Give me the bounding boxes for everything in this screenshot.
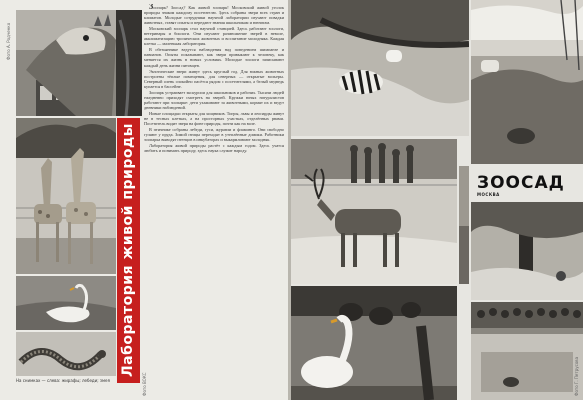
page-title: ЗООСАД <box>477 173 565 193</box>
tree-enclosure-photo <box>471 202 583 300</box>
article-paragraph: Экзотические звери живут здесь круглый год. Для южных животных построены тёплые помещения, для северных — открытые вольеры. Северный олень спокойно пасётся рядом с посетителями, а белый медведь купается в бассейне. <box>144 68 284 89</box>
zebra-enclosure-photo <box>291 0 469 136</box>
strip-photo <box>459 166 469 284</box>
photo-credit-band: Фото ВОКС <box>142 372 147 396</box>
article-text <box>144 4 284 376</box>
article-paragraph: Московский зоопарк стал научной станцией. Здесь работают зоологи, ветеринары и биологи. Они изучают размножение зверей в неволе, акклиматизацию тропических животных и воспитание молодняка. Каждая клетка — маленькая лаборатория. <box>144 26 284 47</box>
photo-credit-top: Фото А. Родченко <box>6 22 11 60</box>
giraffe-head-photo <box>16 10 142 116</box>
article-paragraph: Лаборатория живой природы растёт с каждым годом. Здесь учатся любить и понимать природу, здесь наука служит народу. <box>144 143 284 154</box>
geese-photo <box>291 286 457 400</box>
article-paragraph: Новые площадки открыты для хищников. Тигры, львы и леопарды живут не в тесных клетках, а на просторных участках, отделённых рвами. Посетитель видит зверя на фоне природы, почти как на воле. <box>144 110 284 127</box>
reindeer-photo <box>291 139 457 284</box>
title-panel <box>469 166 583 200</box>
left-page <box>0 0 288 400</box>
giraffes-photo <box>16 118 116 274</box>
rock-enclosure-photo <box>471 0 583 164</box>
reptile-photo <box>16 332 116 376</box>
swan-photo <box>16 276 116 330</box>
article-paragraph: В птичнике собраны лебеди, гуси, журавли и фламинго. Они свободно гуляют у пруда. Зимой птицы переходят в утеплённые домики. Работники зоопарка выводят птенцов в инкубаторах и выкармливают молодняк. <box>144 127 284 143</box>
photo-caption: На снимках — слева: жирафы; лебеди; змея <box>16 378 110 383</box>
vertical-article-title: Лаборатория живой природы <box>120 123 136 377</box>
article-paragraph: Зоопарк? Зоосад? Как живой зоопарк! Московский живой уголок природы знаком каждому посетителю. Здесь собраны звери всех стран и климатов. Молодые сотрудники научной лаборатории изучают повадки животных, ставят опыты и передают знания школьникам и юннатам. <box>144 4 284 26</box>
bear-pit-photo <box>471 302 583 400</box>
right-page <box>291 0 583 400</box>
article-paragraph: В обезьяннике ведутся наблюдения над поведением шимпанзе и павианов. Опыты показывают, как звери привыкают к человеку, как меняется их жизнь в новых условиях. Молодые зоологи записывают каждый день жизни питомцев. <box>144 47 284 68</box>
article-paragraph: Зоопарк устраивает экскурсии для школьников и рабочих. Тысячи людей ежедневно приходят смотреть на зверей. Кружки юных натуралистов работают при зоопарке: дети ухаживают за животными, кормят их и ведут дневники наблюдений. <box>144 89 284 110</box>
photo-credit-right: Фото Г. Петрусова <box>574 356 579 396</box>
page-subtitle: МОСКВА <box>477 192 500 197</box>
